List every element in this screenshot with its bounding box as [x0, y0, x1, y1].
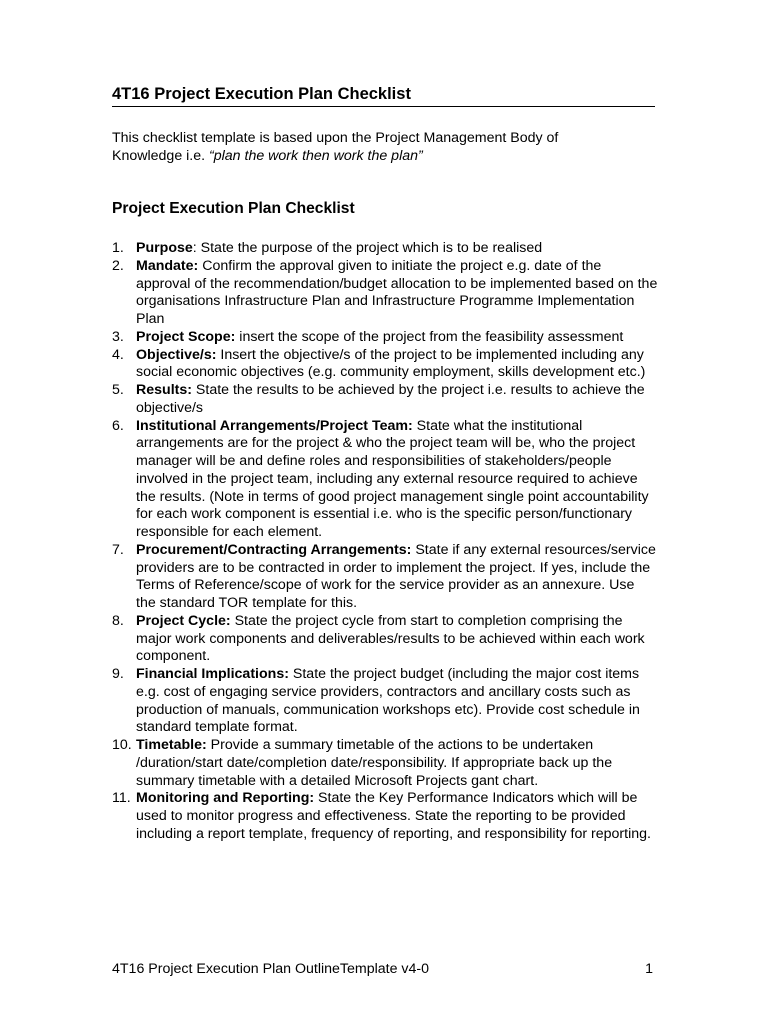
item-body — [136, 666, 658, 737]
checklist-item — [112, 737, 658, 790]
item-text: Provide a summary timetable of the actions to be undertaken /duration/start date/completion date/responsibility. If appropriate back up the summary timetable with a detailed Microsoft Projects gant chart. — [136, 737, 613, 789]
item-number: 8. — [112, 612, 124, 629]
item-text: State what the institutional arrangements are for the project & who the project team will be, who the project manager will be and define roles and responsibilities of stakeholders/people involved in the project team, including any external resource required to achieve the results. (Note in terms of good project management single point accountability for each work component is essential i.e. who is the specific person/functionary responsible for each element. — [136, 417, 649, 540]
item-number: 7. — [112, 541, 124, 558]
item-number: 11. — [112, 790, 131, 807]
item-number: 4. — [112, 346, 124, 363]
footer-document-name: 4T16 Project Execution Plan OutlineTemplate v4-0 — [112, 961, 430, 977]
checklist-item — [112, 240, 658, 258]
item-number: 9. — [112, 666, 124, 682]
item-term: Project Scope: — [136, 328, 236, 345]
item-number: 10. — [112, 737, 132, 753]
item-term: Financial Implications: — [136, 666, 289, 682]
item-term: Institutional Arrangements/Project Team: — [136, 417, 413, 434]
item-text: Confirm the approval given to initiate the project e.g. date of the approval of the recommendation/budget allocation to be implemented based on the organisations Infrastructure Plan and Infrastructure Programme Implementation Plan — [136, 257, 658, 327]
document-title: 4T16 Project Execution Plan Checklist — [112, 84, 655, 107]
item-number: 3. — [112, 328, 124, 345]
footer-page-number: 1 — [645, 961, 653, 977]
intro-paragraph — [112, 129, 632, 165]
section-heading: Project Execution Plan Checklist — [112, 200, 355, 217]
item-text: State the Key Performance Indicators which will be used to monitor progress and effectiveness. State the reporting to be provided including a report template, frequency of reporting, and responsibility for reporting. — [136, 790, 651, 842]
checklist-item — [112, 418, 658, 542]
item-body — [136, 382, 658, 418]
checklist-item — [112, 329, 658, 347]
item-term: Project Cycle: — [136, 612, 231, 629]
intro-quote: “plan the work then work the plan” — [209, 148, 423, 164]
intro-text: This checklist template is based upon the Project Management Body of Knowledge i.e. — [112, 130, 559, 164]
item-text: State the results to be achieved by the project i.e. results to achieve the objective/s — [136, 382, 645, 416]
item-text: Insert the objective/s of the project to be implemented including any social economic objectives (e.g. community employment, skills development etc.) — [136, 346, 646, 381]
checklist-item — [112, 790, 658, 843]
item-text: : State the purpose of the project which is to be realised — [192, 240, 543, 256]
item-text: State if any external resources/service providers are to be contracted in order to implement the project. If yes, include the Terms of Reference/scope of work for the service provider as an annexure. Use the standard TOR template for this. — [136, 541, 656, 611]
item-text: insert the scope of the project from the feasibility assessment — [235, 328, 624, 345]
item-term: Timetable: — [136, 737, 207, 753]
checklist-item — [112, 382, 658, 418]
item-number: 2. — [112, 257, 124, 274]
checklist-item — [112, 347, 658, 383]
checklist-item — [112, 542, 658, 613]
item-body — [136, 542, 658, 613]
item-body — [136, 737, 658, 790]
item-number: 5. — [112, 382, 124, 398]
item-number: 6. — [112, 417, 124, 434]
item-body — [136, 790, 658, 843]
item-number: 1. — [112, 240, 124, 256]
item-term: Results: — [136, 382, 192, 398]
item-term: Mandate: — [136, 257, 199, 274]
checklist-item — [112, 258, 658, 329]
checklist — [112, 240, 658, 844]
item-text: State the project budget (including the major cost items e.g. cost of engaging service providers, contractors and ancillary costs such as production of manuals, communication workshops etc). Provide cost schedule in standard template format. — [136, 666, 640, 736]
item-term: Purpose — [136, 240, 193, 256]
checklist-item — [112, 613, 658, 666]
checklist-item — [112, 666, 658, 737]
item-body — [136, 347, 658, 383]
item-term: Monitoring and Reporting: — [136, 790, 315, 807]
item-body — [136, 613, 658, 666]
item-body — [136, 258, 658, 329]
item-term: Objective/s: — [136, 346, 217, 363]
item-term: Procurement/Contracting Arrangements: — [136, 541, 412, 558]
item-body — [136, 329, 658, 347]
item-body — [136, 418, 658, 542]
item-text: State the project cycle from start to completion comprising the major work components and deliverables/results to be achieved within each work component. — [136, 612, 645, 665]
item-body — [136, 240, 658, 258]
